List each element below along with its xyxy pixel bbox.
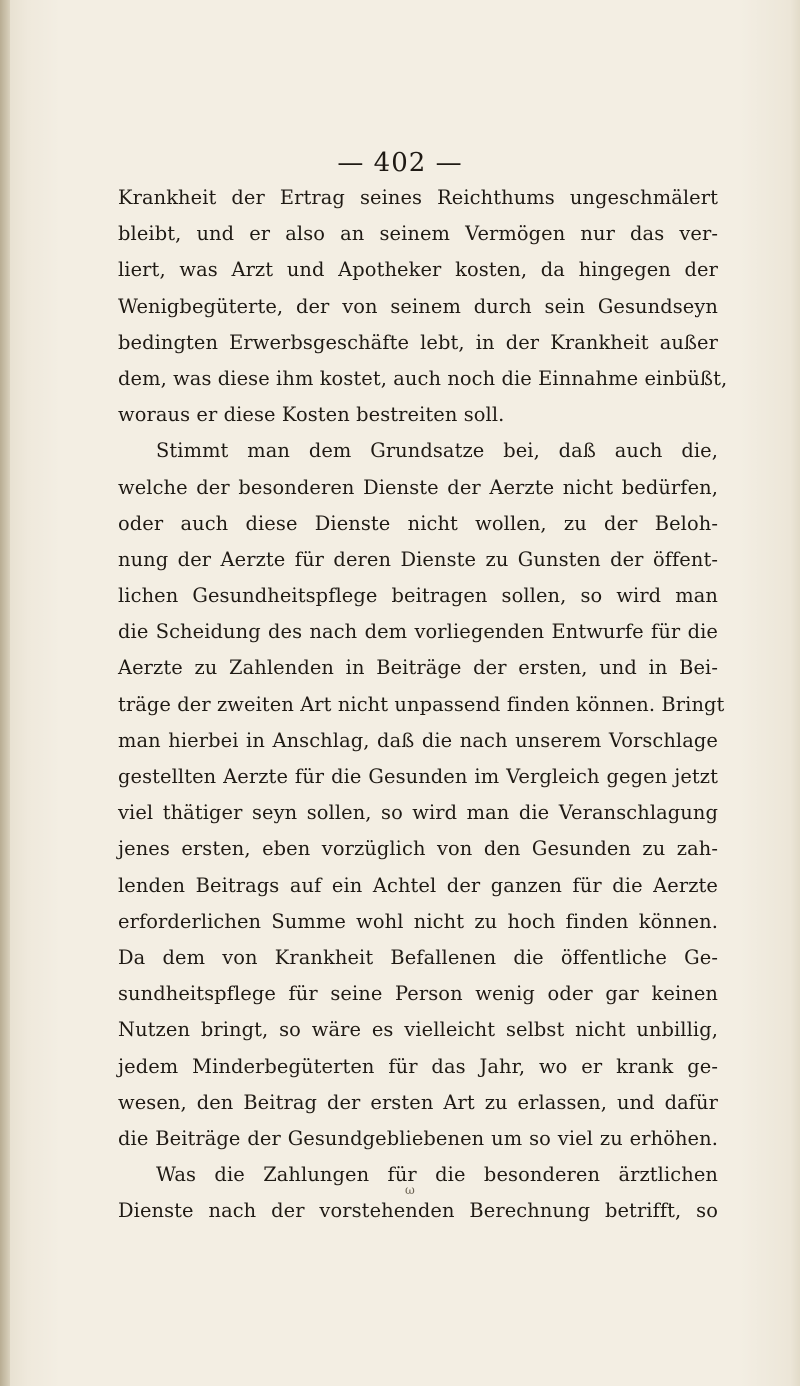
text-line: liert, was Arzt und Apotheker kosten, da hingegen der (118, 258, 718, 282)
text-line: oder auch diese Dienste nicht wollen, zu der Beloh- (118, 511, 718, 535)
text-line: viel thätiger seyn sollen, so wird man die Veranschlagung (118, 801, 718, 825)
text-line: Nutzen bringt, so wäre es vielleicht selbst nicht unbillig, (118, 1018, 718, 1042)
text-line: lenden Beitrags auf ein Achtel der ganzen für die Aerzte (118, 873, 718, 897)
text-line: nung der Aerzte für deren Dienste zu Gunsten der öffent- (118, 547, 718, 571)
text-line: die Beiträge der Gesundgebliebenen um so viel zu erhöhen. (118, 1126, 718, 1150)
text-line: die Scheidung des nach dem vorliegenden Entwurfe für die (118, 620, 718, 644)
text-line: erforderlichen Summe wohl nicht zu hoch finden können. (118, 909, 718, 933)
text-line: bedingten Erwerbsgeschäfte lebt, in der Krankheit außer (118, 330, 718, 354)
text-line: jenes ersten, eben vorzüglich von den Gesunden zu zah- (118, 837, 718, 861)
text-line: sundheitspflege für seine Person wenig oder gar keinen (118, 982, 718, 1006)
text-line: träge der zweiten Art nicht unpassend finden können. Bringt (118, 692, 725, 716)
text-line: Wenigbegüterte, der von seinem durch sein Gesundseyn (118, 294, 718, 318)
text-line: Krankheit der Ertrag seines Reichthums ungeschmälert (118, 186, 718, 209)
binding-edge (0, 0, 10, 1386)
text-line: bleibt, und er also an seinem Vermögen nur das ver- (118, 222, 718, 246)
text-line: lichen Gesundheitspflege beitragen sollen, so wird man (118, 584, 718, 608)
text-line: dem, was diese ihm kostet, auch noch die Einnahme einbüßt, (118, 366, 728, 390)
text-line: woraus er diese Kosten bestreiten soll. (118, 403, 505, 427)
text-line: gestellten Aerzte für die Gesunden im Vergleich gegen jetzt (118, 765, 718, 788)
text-line: wesen, den Beitrag der ersten Art zu erlassen, und dafür (118, 1090, 718, 1114)
text-line: Stimmt man dem Grundsatze bei, daß auch die, (156, 439, 718, 463)
text-line: Dienste nach der vorstehenden Berechnung betrifft, so (118, 1199, 718, 1223)
text-line: jedem Minderbegüterten für das Jahr, wo er krank ge- (118, 1054, 718, 1078)
text-line: Da dem von Krankheit Befallenen die öffentliche Ge- (118, 945, 718, 969)
page-number: — 402 — (337, 148, 463, 178)
text-line: Was die Zahlungen für die besonderen ärztlichen (156, 1163, 718, 1187)
body-text (118, 180, 728, 1229)
text-line: man hierbei in Anschlag, daß die nach unserem Vorschlage (118, 728, 718, 752)
text-line: welche der besonderen Dienste der Aerzte nicht bedürfen, (118, 475, 718, 499)
signature-mark: ω (405, 1183, 415, 1197)
text-line: Aerzte zu Zahlenden in Beiträge der ersten, und in Bei- (118, 656, 718, 680)
